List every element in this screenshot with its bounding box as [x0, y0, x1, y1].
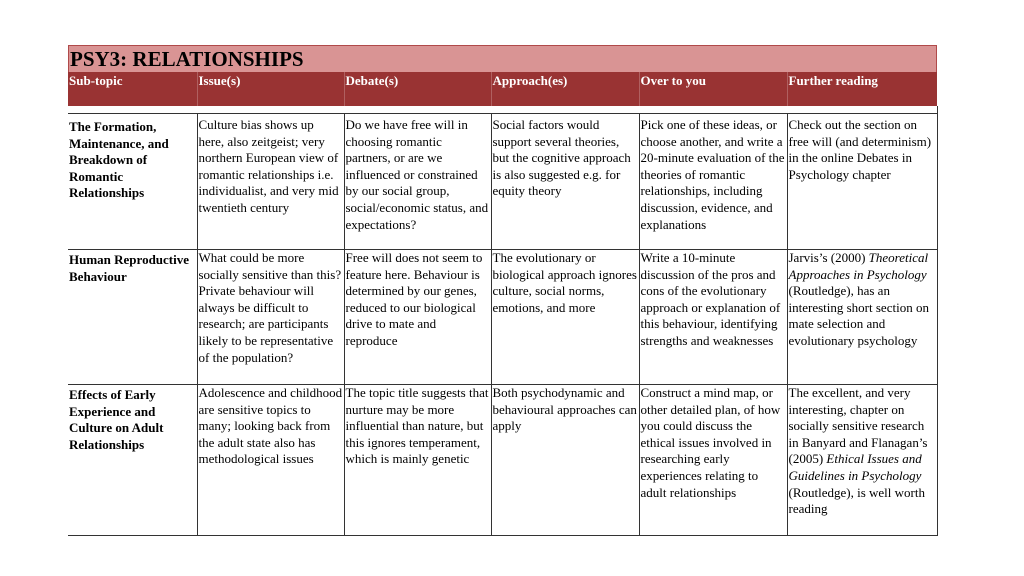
cell-debate: The topic title suggests that nurture may be more influential than nature, but this ignores temperament, which is mainly genetic: [344, 385, 491, 536]
header-row: [68, 72, 937, 106]
cell-over-to-you: Write a 10-minute discussion of the pros and cons of the evolutionary approach or explanation of this behaviour, identifying strengths and weaknesses: [639, 250, 787, 385]
relationships-table: [68, 72, 938, 536]
cell-over-to-you: Construct a mind map, or other detailed plan, of how you could discuss the ethical issues involved in researching early experiences relating to adult relationships: [639, 385, 787, 536]
cell-issue: Culture bias shows up here, also zeitgeist; very northern European view of romantic relationships i.e. individualist, and very mid twentieth century: [197, 114, 344, 250]
reading-text-end: (Routledge), is well worth reading: [788, 484, 925, 517]
cell-further-reading: [787, 114, 937, 250]
cell-debate: Free will does not seem to feature here. Behaviour is determined by our genes, reduced to our biological drive to mate and reproduce: [344, 250, 491, 385]
cell-subtopic: Effects of Early Experience and Culture on Adult Relationships: [68, 385, 197, 536]
cell-debate: Do we have free will in choosing romantic partners, or are we influenced or constrained by our social group, social/economic status, and expectations?: [344, 114, 491, 250]
cell-subtopic: Human Reproductive Behaviour: [68, 250, 197, 385]
worksheet: [68, 45, 937, 536]
cell-further-reading: [787, 250, 937, 385]
reading-book-title: Theoretical Approaches in Psychology: [788, 250, 929, 282]
cell-further-reading: [787, 385, 937, 536]
reading-text: Check out the section on free will (and determinism) in the online Debates in Psychology chapter: [788, 117, 932, 182]
table-row: [68, 250, 937, 385]
header-further-reading: Further reading: [787, 72, 937, 106]
reading-text-end: (Routledge), has an interesting short section on mate selection and evolutionary psychology: [788, 283, 929, 348]
header-gap: [68, 106, 937, 114]
reading-text: Jarvis’s (2000): [788, 250, 869, 265]
page-title: PSY3: RELATIONSHIPS: [70, 47, 304, 71]
cell-issue: Adolescence and childhood are sensitive topics to many; looking back from the adult state also has methodological issues: [197, 385, 344, 536]
header-subtopic: Sub-topic: [68, 72, 197, 106]
table-row: [68, 114, 937, 250]
reading-book-title: Ethical Issues and Guidelines in Psychology: [788, 451, 922, 483]
header-approaches: Approach(es): [491, 72, 639, 106]
cell-issue: What could be more socially sensitive than this? Private behaviour will always be difficult to research; are participants likely to be representative of the population?: [197, 250, 344, 385]
header-issues: Issue(s): [197, 72, 344, 106]
cell-approach: Social factors would support several theories, but the cognitive approach is also suggested e.g. for equity theory: [491, 114, 639, 250]
header-over-to-you: Over to you: [639, 72, 787, 106]
cell-subtopic: The Formation, Maintenance, and Breakdown of Romantic Relationships: [68, 114, 197, 250]
header-debates: Debate(s): [344, 72, 491, 106]
cell-approach: Both psychodynamic and behavioural approaches can apply: [491, 385, 639, 536]
reading-text: The excellent, and very interesting, chapter on socially sensitive research in Banyard and Flanagan’s (2005): [788, 385, 928, 467]
table-row: [68, 385, 937, 536]
title-bar: [68, 45, 937, 72]
cell-over-to-you: Pick one of these ideas, or choose another, and write a 20-minute evaluation of the theories of romantic relationships, including discussion, evidence, and explanations: [639, 114, 787, 250]
cell-approach: The evolutionary or biological approach ignores culture, social norms, emotions, and more: [491, 250, 639, 385]
